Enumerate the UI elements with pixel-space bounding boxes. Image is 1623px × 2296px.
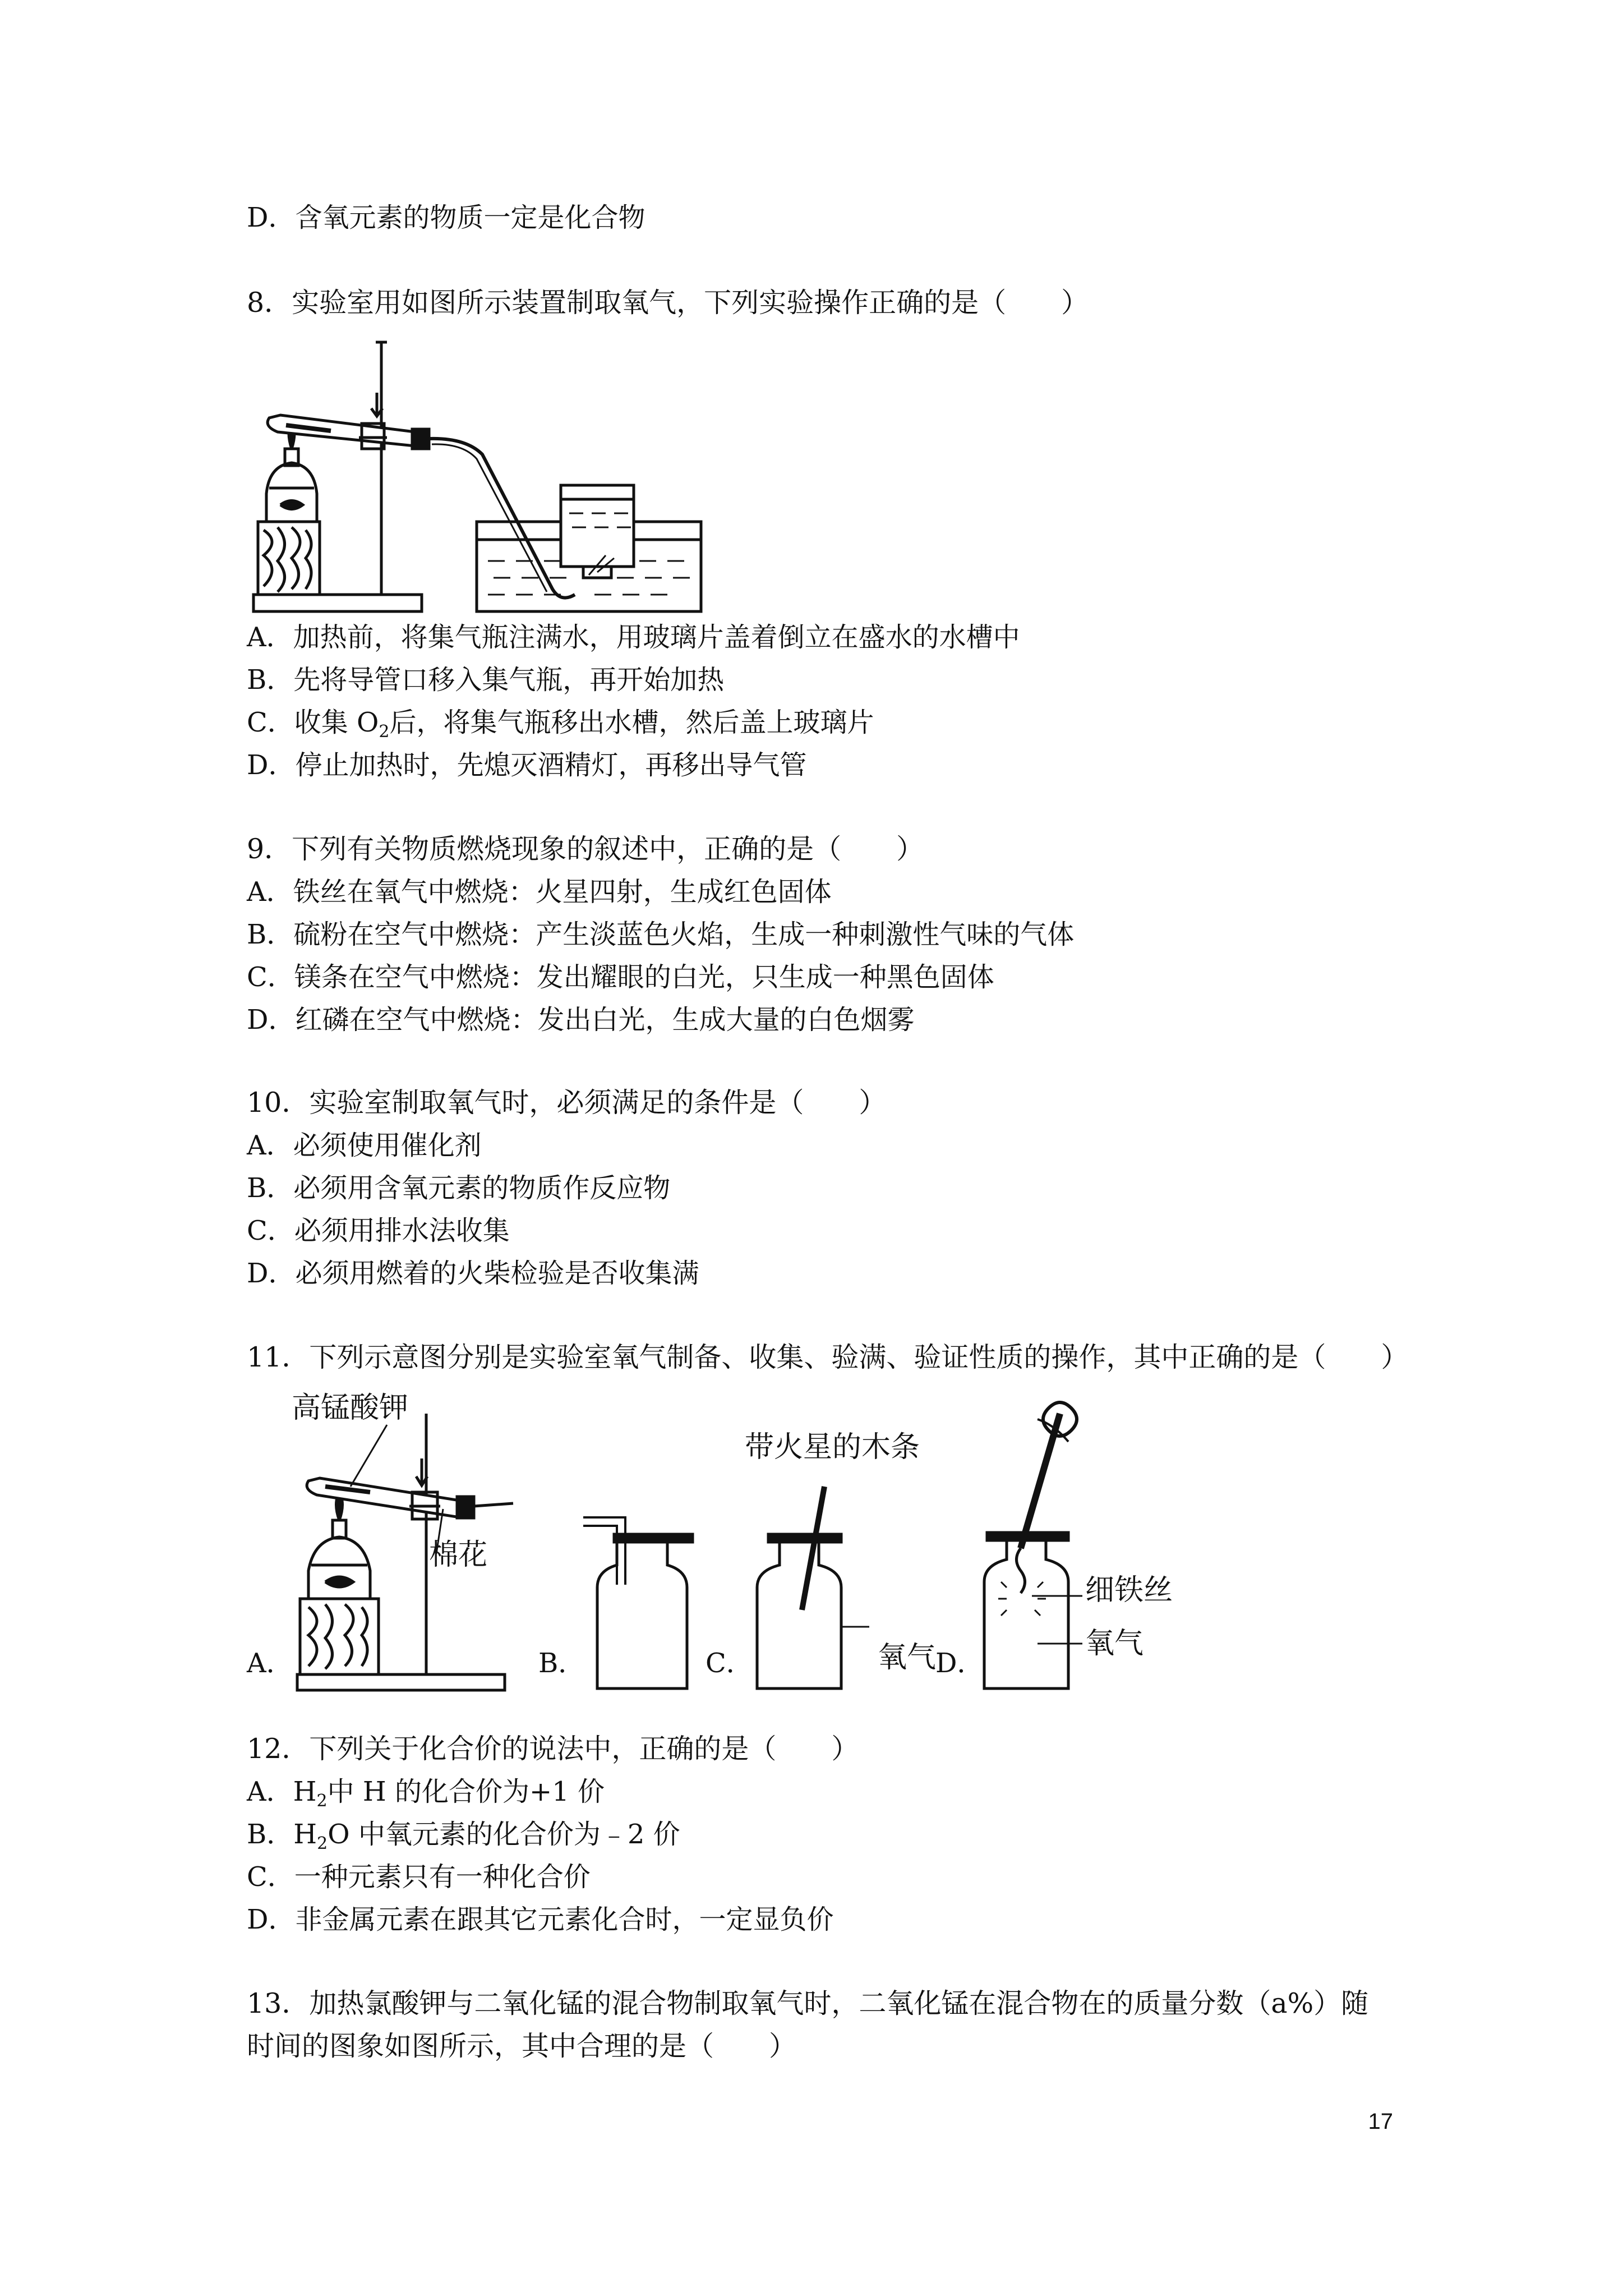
q10-option-d: D．必须用燃着的火柴检验是否收集满 [247,1258,699,1289]
q11-figure-d [976,1397,1200,1694]
label-oxygen-c: 氧气 [878,1641,937,1674]
q8-option-c-subscript: 2 [379,722,390,742]
label-oxygen-d: 氧气 [1085,1627,1144,1660]
q12-option-a-subscript: 2 [316,1791,328,1811]
q12-option-b-post: O 中氧元素的化合价为﹣2 价 [328,1819,680,1850]
q11-option-c-letter: C． [706,1648,753,1679]
q8-apparatus-drawing [247,337,707,617]
q8-stem: 8．实验室用如图所示装置制取氧气，下列实验操作正确的是（ ） [247,287,1089,319]
page-number: 17 [1368,2109,1393,2134]
q9-stem: 9．下列有关物质燃烧现象的叙述中，正确的是（ ） [247,833,924,865]
q12-option-d: D．非金属元素在跟其它元素化合时，一定显负价 [247,1904,834,1935]
label-glowing-splint: 带火星的木条 [745,1430,920,1464]
q12-option-b-pre: B．H [247,1819,317,1850]
q8-option-c-pre: C．收集 O [247,707,379,738]
label-potassium-permanganate: 高锰酸钾 [292,1391,409,1425]
q11-figure-c [735,1425,948,1694]
q11-option-d-letter: D． [935,1648,984,1679]
q11-figure-b [583,1503,695,1694]
q8-option-c [247,706,874,742]
q12-option-b [247,1818,680,1851]
q12-option-a [247,1775,605,1809]
q12-option-b-subscript: 2 [317,1834,328,1853]
q9-option-b: B．硫粉在空气中燃烧：产生淡蓝色火焰，生成一种刺激性气味的气体 [247,919,1075,950]
q11-stem: 11．下列示意图分别是实验室氧气制备、收集、验满、验证性质的操作，其中正确的是（ ） [247,1341,1409,1373]
q10-stem: 10．实验室制取氧气时，必须满足的条件是（ ） [247,1087,887,1119]
q10-option-b: B．必须用含氧元素的物质作反应物 [247,1172,671,1204]
q9-option-d: D．红磷在空气中燃烧：发出白光，生成大量的白色烟雾 [247,1004,915,1036]
q13-stem-line-2: 时间的图象如图所示，其中合理的是（ ） [247,2030,797,2062]
q12-option-a-pre: A．H [247,1776,317,1807]
q11-figure-a [292,1391,516,1694]
q8-option-a: A．加热前，将集气瓶注满水，用玻璃片盖着倒立在盛水的水槽中 [247,622,1020,653]
q7-option-d: D．含氧元素的物质一定是化合物 [247,202,645,233]
q10-option-a: A．必须使用催化剂 [247,1130,482,1161]
q12-stem: 12．下列关于化合价的说法中，正确的是（ ） [247,1733,859,1765]
q12-option-c: C．一种元素只有一种化合价 [247,1861,591,1893]
q8-option-c-post: 后，将集气瓶移出水槽，然后盖上玻璃片 [389,707,874,738]
q9-option-a: A．铁丝在氧气中燃烧：火星四射，生成红色固体 [247,876,832,908]
q12-option-a-post: 中 H 的化合价为+1 价 [327,1776,605,1807]
q8-option-d: D．停止加热时，先熄灭酒精灯，再移出导气管 [247,749,807,781]
q13-stem-line-1: 13．加热氯酸钾与二氧化锰的混合物制取氧气时，二氧化锰在混合物在的质量分数（a%）随 [247,1987,1369,2019]
q11-option-a-letter: A． [247,1648,293,1679]
q11-figure-b-drawing [583,1503,695,1694]
q8-option-b: B．先将导管口移入集气瓶，再开始加热 [247,664,725,696]
label-cotton: 棉花 [429,1538,488,1572]
q8-oxygen-apparatus-figure [247,337,707,617]
label-fine-iron-wire: 细铁丝 [1085,1573,1173,1607]
q9-option-c: C．镁条在空气中燃烧：发出耀眼的白光，只生成一种黑色固体 [247,961,994,993]
q10-option-c: C．必须用排水法收集 [247,1215,510,1246]
q11-option-b-letter: B． [538,1648,585,1679]
